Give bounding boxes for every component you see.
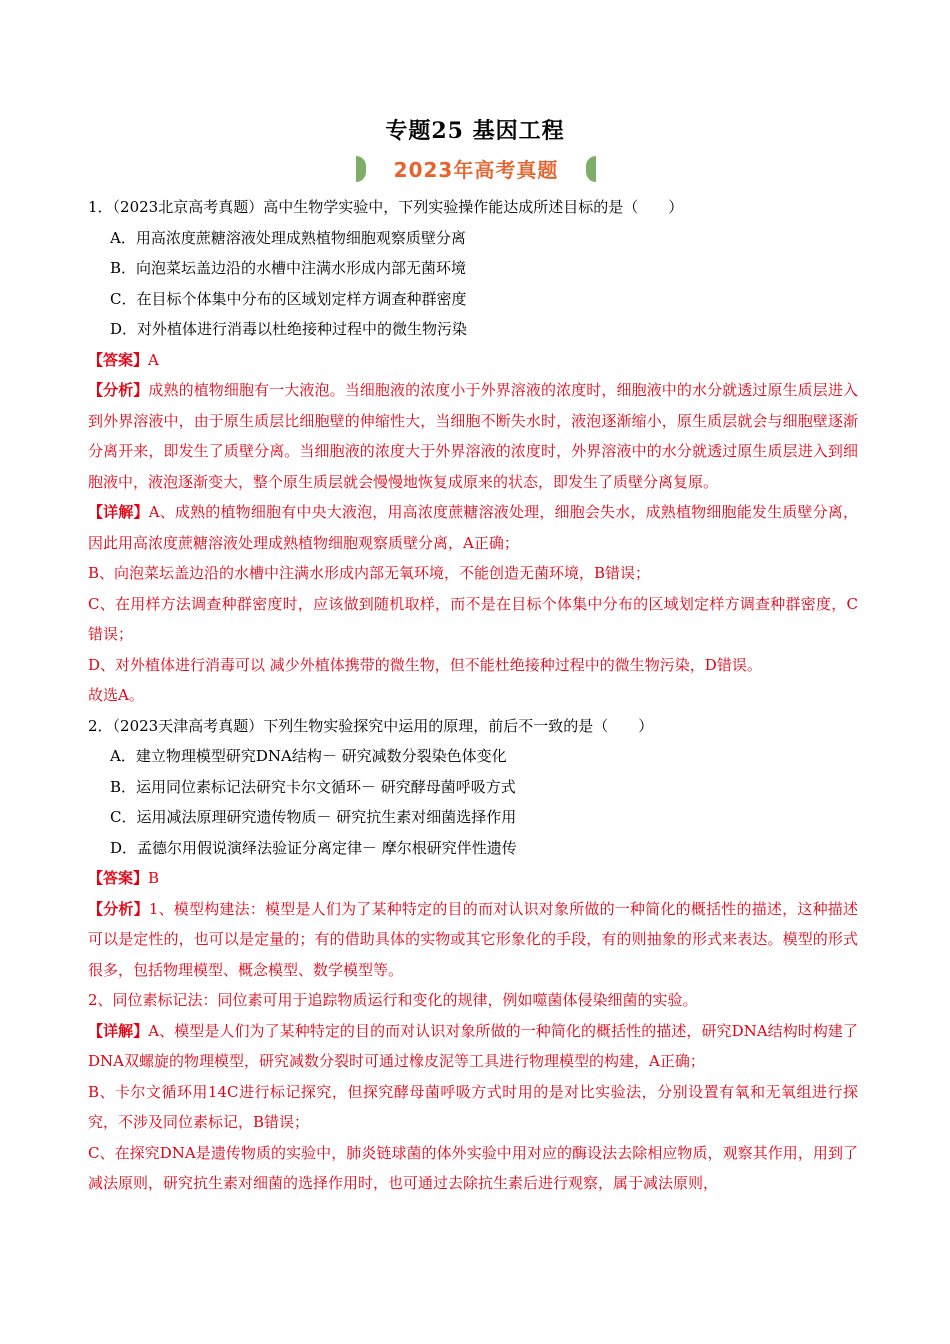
question-1-conclusion: 故选A。 [88,686,144,704]
question-2-option-c: C．运用减法原理研究遗传物质－ 研究抗生素对细菌选择作用 [110,808,517,826]
analysis-tag: 【分析】 [88,381,149,399]
banner-text: 2023年高考真题 [393,158,559,182]
question-1-option-b: B．向泡菜坛盖边沿的水槽中注满水形成内部无菌环境 [110,259,467,277]
answer-value: B [148,869,160,887]
question-1-stem: 1．（2023北京高考真题）高中生物学实验中，下列实验操作能达成所述目标的是（ ） [88,198,684,216]
question-2-stem: 2．（2023天津高考真题）下列生物实验探究中运用的原理，前后不一致的是（ ） [88,716,654,735]
detail-tag: 【详解】 [88,503,149,521]
answer-value: A [148,350,159,369]
question-2-analysis-2: 2、同位素标记法：同位素可用于追踪物质运行和变化的规律，例如噬菌体侵染细菌的实验。 [88,991,698,1009]
question-2-option-b: B．运用同位素标记法研究卡尔文循环－ 研究酵母菌呼吸方式 [110,777,516,796]
question-1-option-c: C．在目标个体集中分布的区域划定样方调查种群密度 [110,289,467,308]
analysis-text: 成熟的植物细胞有一大液泡。当细胞液的浓度小于外界溶液的浓度时，细胞液中的水分就透过原生质层进入到外界溶液中，由于原生质层比细胞壁的伸缩性大，当细胞不断失水时，液泡逐渐缩小，原生质层就会与细胞壁逐渐分离开来，即发生了质壁分离。当细胞液的浓度大于外界溶液的浓度时，外界溶液中的水分就透过原生质层进入到细胞液中，液泡逐渐变大，整个原生质层就会慢慢地恢复成原来的状态，即发生了质壁分离复原。 [88,381,858,491]
question-2-answer [88,863,858,894]
leaf-right-icon [586,156,596,182]
question-1-detail-d: D、对外植体进行消毒可以 减少外植体携带的微生物，但不能杜绝接种过程中的微生物污染，D错误。 [88,655,762,674]
section-banner [356,152,596,188]
question-1-detail-c: C、在用样方法调查种群密度时，应该做到随机取样，而不是在目标个体集中分布的区域划定样方调查种群密度，C错误； [88,594,858,643]
question-2-detail-c: C、在探究DNA是遗传物质的实验中，肺炎链球菌的体外实验中用对应的酶设法去除相应物质，观察其作用，用到了减法原则，研究抗生素对细菌的选择作用时，也可通过去除抗生素后进行观察，属于减法原则， [88,1143,858,1192]
detail-text: A、成熟的植物细胞有中央大液泡，用高浓度蔗糖溶液处理，细胞会失水，成熟植物细胞能发生质壁分离，因此用高浓度蔗糖溶液处理成熟植物细胞观察质壁分离，A正确； [88,503,858,552]
question-1-detail-b: B、向泡菜坛盖边沿的水槽中注满水形成内部无氧环境，不能创造无菌环境，B错误； [88,564,651,582]
question-1-option-d: D．对外植体进行消毒以杜绝接种过程中的微生物污染 [110,320,468,338]
detail-text: A、模型是人们为了某种特定的目的而对认识对象所做的一种简化的概括性的描述，研究DNA结构时构建了DNA双螺旋的物理模型，研究减数分裂时可通过橡皮泥等工具进行物理模型的构建，A正确； [88,1021,858,1070]
detail-tag: 【详解】 [88,1021,149,1040]
analysis-tag: 【分析】 [88,899,149,918]
question-1-detail-a [88,497,858,558]
answer-tag: 【答案】 [88,869,149,887]
question-1-analysis [88,375,858,497]
question-2-detail-b: B、卡尔文循环用14C进行标记探究，但探究酵母菌呼吸方式时用的是对比实验法，分别设置有氧和无氧组进行探究，不涉及同位素标记，B错误； [88,1082,858,1131]
question-content [88,192,858,1199]
analysis-text: 1、模型构建法：模型是人们为了某种特定的目的而对认识对象所做的一种简化的概括性的描述，这种描述可以是定性的，也可以是定量的；有的借助具体的实物或其它形象化的手段，有的则抽象的形式来表达。模型的形式很多，包括物理模型、概念模型、数学模型等。 [88,899,858,979]
answer-tag: 【答案】 [88,350,149,369]
question-1-answer [88,345,858,376]
question-2-detail-a [88,1016,858,1077]
page-title: 专题25 基因工程 [385,118,565,144]
question-2-option-a: A．建立物理模型研究DNA结构－ 研究减数分裂染色体变化 [110,747,507,765]
question-1-option-a: A．用高浓度蔗糖溶液处理成熟植物细胞观察质壁分离 [110,228,466,247]
question-2-option-d: D．孟德尔用假说演绎法验证分离定律－ 摩尔根研究伴性遗传 [110,838,517,857]
question-2-analysis-1 [88,894,858,986]
